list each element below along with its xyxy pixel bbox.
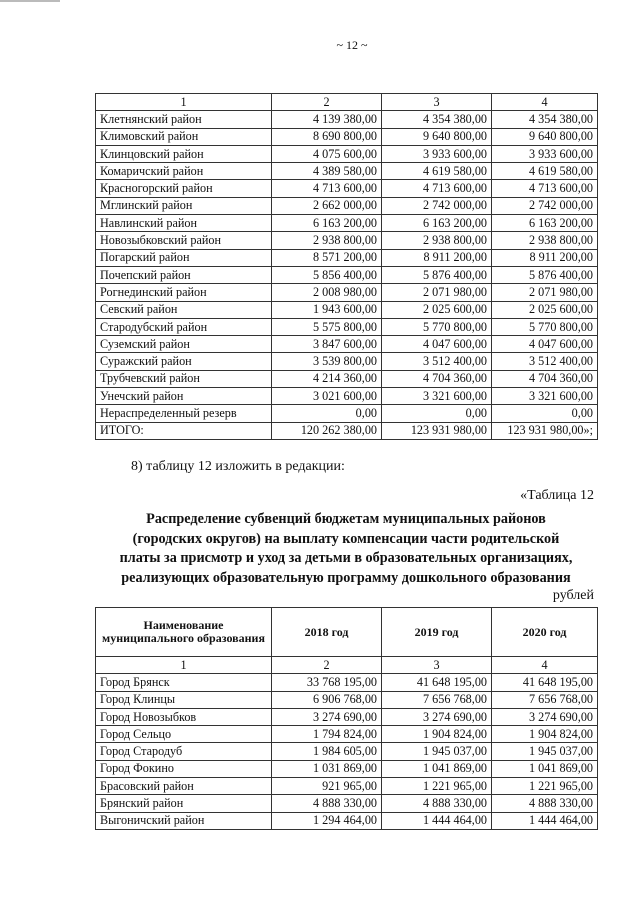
value-col-2: 3 847 600,00 <box>272 336 382 353</box>
value-col-3: 1 041 869,00 <box>382 760 492 777</box>
table-row <box>96 180 598 197</box>
value-col-3: 2 742 000,00 <box>382 197 492 214</box>
value-col-2: 33 768 195,00 <box>272 674 382 691</box>
value-col-2: 4 075 600,00 <box>272 145 382 162</box>
value-col-4: 6 163 200,00 <box>492 215 598 232</box>
value-col-3: 4 619 580,00 <box>382 163 492 180</box>
page-number: ~ 12 ~ <box>336 38 368 52</box>
value-col-2: 1 794 824,00 <box>272 726 382 743</box>
table-12 <box>95 607 598 830</box>
value-col-2: 4 389 580,00 <box>272 163 382 180</box>
table-row <box>96 691 598 708</box>
column-number: 2 <box>272 657 382 674</box>
title-line: (городских округов) на выплату компенсации части родительской <box>132 530 560 547</box>
table-row <box>96 197 598 214</box>
value-col-2: 6 163 200,00 <box>272 215 382 232</box>
value-col-2: 1 984 605,00 <box>272 743 382 760</box>
value-col-4: 2 071 980,00 <box>492 284 598 301</box>
value-col-4: 3 933 600,00 <box>492 145 598 162</box>
header-row <box>96 608 598 657</box>
value-col-2: 4 713 600,00 <box>272 180 382 197</box>
municipality-name: Город Сельцо <box>96 726 272 743</box>
table-row <box>96 743 598 760</box>
column-number: 4 <box>492 94 598 111</box>
municipality-name: Навлинский район <box>96 215 272 232</box>
value-col-4: 8 911 200,00 <box>492 249 598 266</box>
value-col-3: 3 933 600,00 <box>382 145 492 162</box>
value-col-4: 1 444 464,00 <box>492 812 598 829</box>
table-row <box>96 163 598 180</box>
value-col-4: 2 938 800,00 <box>492 232 598 249</box>
value-col-3: 1 221 965,00 <box>382 778 492 795</box>
municipality-name: Красногорский район <box>96 180 272 197</box>
value-col-2: 8 571 200,00 <box>272 249 382 266</box>
value-col-3: 5 876 400,00 <box>382 266 492 283</box>
value-col-2: 3 274 690,00 <box>272 708 382 725</box>
column-number: 3 <box>382 94 492 111</box>
value-col-4: 1 041 869,00 <box>492 760 598 777</box>
table-row <box>96 795 598 812</box>
municipality-name: Рогнединский район <box>96 284 272 301</box>
value-col-2: 2 938 800,00 <box>272 232 382 249</box>
value-col-2: 4 139 380,00 <box>272 111 382 128</box>
table-row <box>96 284 598 301</box>
municipality-name: Суземский район <box>96 336 272 353</box>
table-row <box>96 266 598 283</box>
value-col-4: 4 704 360,00 <box>492 370 598 387</box>
value-col-2: 5 575 800,00 <box>272 318 382 335</box>
value-col-2: 3 539 800,00 <box>272 353 382 370</box>
table-row <box>96 353 598 370</box>
column-number: 1 <box>96 657 272 674</box>
value-col-2: 2 662 000,00 <box>272 197 382 214</box>
value-col-3: 3 274 690,00 <box>382 708 492 725</box>
table-row <box>96 708 598 725</box>
value-col-4: 4 619 580,00 <box>492 163 598 180</box>
value-col-4: 5 770 800,00 <box>492 318 598 335</box>
municipality-name: Брянский район <box>96 795 272 812</box>
value-col-4: 3 321 600,00 <box>492 388 598 405</box>
value-col-2: 921 965,00 <box>272 778 382 795</box>
table-row <box>96 388 598 405</box>
municipality-name: Погарский район <box>96 249 272 266</box>
header-municipality: Наименование муниципального образования <box>96 608 272 657</box>
municipality-name: Суражский район <box>96 353 272 370</box>
table-body <box>96 94 598 440</box>
municipality-name: Город Новозыбков <box>96 708 272 725</box>
value-col-4: 3 274 690,00 <box>492 708 598 725</box>
header-2018: 2018 год <box>272 608 382 657</box>
value-col-2: 6 906 768,00 <box>272 691 382 708</box>
value-col-3: 1 904 824,00 <box>382 726 492 743</box>
value-col-3: 1 444 464,00 <box>382 812 492 829</box>
value-col-2: 5 856 400,00 <box>272 266 382 283</box>
value-col-3: 123 931 980,00 <box>382 422 492 439</box>
value-col-4: 2 742 000,00 <box>492 197 598 214</box>
table-row <box>96 405 598 422</box>
value-col-3: 2 938 800,00 <box>382 232 492 249</box>
municipality-name: Почепский район <box>96 266 272 283</box>
municipality-name: Клетнянский район <box>96 111 272 128</box>
column-number: 4 <box>492 657 598 674</box>
value-col-4: 0,00 <box>492 405 598 422</box>
value-col-2: 4 214 360,00 <box>272 370 382 387</box>
value-col-2: 1 294 464,00 <box>272 812 382 829</box>
table-row <box>96 232 598 249</box>
municipality-name: Комаричский район <box>96 163 272 180</box>
municipality-name: Выгоничский район <box>96 812 272 829</box>
column-number: 1 <box>96 94 272 111</box>
value-col-4: 123 931 980,00»; <box>492 422 598 439</box>
value-col-3: 8 911 200,00 <box>382 249 492 266</box>
table-row <box>96 249 598 266</box>
municipality-name: Клинцовский район <box>96 145 272 162</box>
table-row <box>96 812 598 829</box>
value-col-3: 1 945 037,00 <box>382 743 492 760</box>
title-line: реализующих образовательную программу дошкольного образования <box>121 569 571 586</box>
value-col-4: 1 904 824,00 <box>492 726 598 743</box>
title-line: платы за присмотр и уход за детьми в образовательных организациях, <box>119 550 573 566</box>
value-col-4: 9 640 800,00 <box>492 128 598 145</box>
municipality-name: Город Фокино <box>96 760 272 777</box>
table-body <box>96 608 598 830</box>
value-col-4: 2 025 600,00 <box>492 301 598 318</box>
municipality-name: Стародубский район <box>96 318 272 335</box>
table-row <box>96 336 598 353</box>
value-col-3: 9 640 800,00 <box>382 128 492 145</box>
value-col-3: 3 512 400,00 <box>382 353 492 370</box>
table-row <box>96 318 598 335</box>
value-col-3: 4 713 600,00 <box>382 180 492 197</box>
value-col-4: 41 648 195,00 <box>492 674 598 691</box>
header-2020: 2020 год <box>492 608 598 657</box>
value-col-3: 5 770 800,00 <box>382 318 492 335</box>
column-number: 3 <box>382 657 492 674</box>
column-number-row <box>96 657 598 674</box>
table-row <box>96 778 598 795</box>
amendment-paragraph: 8) таблицу 12 изложить в редакции: <box>131 459 345 474</box>
continued-distribution-table <box>95 93 598 440</box>
municipality-name: Трубчевский район <box>96 370 272 387</box>
municipality-name: Севский район <box>96 301 272 318</box>
municipality-name: Город Стародуб <box>96 743 272 760</box>
municipality-name: Город Брянск <box>96 674 272 691</box>
value-col-2: 8 690 800,00 <box>272 128 382 145</box>
table-row <box>96 422 598 439</box>
value-col-3: 4 888 330,00 <box>382 795 492 812</box>
table-title <box>95 510 597 588</box>
value-col-3: 4 354 380,00 <box>382 111 492 128</box>
header-2019: 2019 год <box>382 608 492 657</box>
value-col-3: 2 025 600,00 <box>382 301 492 318</box>
table-row <box>96 215 598 232</box>
table-label: «Таблица 12 <box>520 488 594 503</box>
table-row <box>96 111 598 128</box>
value-col-4: 4 713 600,00 <box>492 180 598 197</box>
value-col-2: 1 031 869,00 <box>272 760 382 777</box>
value-col-2: 0,00 <box>272 405 382 422</box>
table-row <box>96 674 598 691</box>
value-col-4: 1 945 037,00 <box>492 743 598 760</box>
table-row <box>96 128 598 145</box>
value-col-2: 2 008 980,00 <box>272 284 382 301</box>
table-row <box>96 760 598 777</box>
municipality-name: Город Клинцы <box>96 691 272 708</box>
value-col-2: 1 943 600,00 <box>272 301 382 318</box>
value-col-3: 0,00 <box>382 405 492 422</box>
table-row <box>96 145 598 162</box>
municipality-name: Новозыбковский район <box>96 232 272 249</box>
column-number: 2 <box>272 94 382 111</box>
table-row <box>96 301 598 318</box>
value-col-4: 5 876 400,00 <box>492 266 598 283</box>
value-col-2: 3 021 600,00 <box>272 388 382 405</box>
value-col-4: 4 354 380,00 <box>492 111 598 128</box>
municipality-name: Мглинский район <box>96 197 272 214</box>
value-col-3: 6 163 200,00 <box>382 215 492 232</box>
value-col-2: 120 262 380,00 <box>272 422 382 439</box>
value-col-3: 4 047 600,00 <box>382 336 492 353</box>
municipality-name: Унечский район <box>96 388 272 405</box>
value-col-3: 2 071 980,00 <box>382 284 492 301</box>
units-label: рублей <box>552 588 594 603</box>
municipality-name: Нераспределенный резерв <box>96 405 272 422</box>
value-col-3: 4 704 360,00 <box>382 370 492 387</box>
scan-artifact <box>0 0 60 6</box>
value-col-4: 4 047 600,00 <box>492 336 598 353</box>
municipality-name: Климовский район <box>96 128 272 145</box>
municipality-name: Брасовский район <box>96 778 272 795</box>
title-line: Распределение субвенций бюджетам муниципальных районов <box>146 511 546 527</box>
value-col-4: 7 656 768,00 <box>492 691 598 708</box>
value-col-3: 41 648 195,00 <box>382 674 492 691</box>
column-number-row <box>96 94 598 111</box>
table-row <box>96 370 598 387</box>
table-row <box>96 726 598 743</box>
value-col-4: 1 221 965,00 <box>492 778 598 795</box>
value-col-4: 4 888 330,00 <box>492 795 598 812</box>
value-col-4: 3 512 400,00 <box>492 353 598 370</box>
value-col-3: 3 321 600,00 <box>382 388 492 405</box>
value-col-2: 4 888 330,00 <box>272 795 382 812</box>
municipality-name: ИТОГО: <box>96 422 272 439</box>
value-col-3: 7 656 768,00 <box>382 691 492 708</box>
